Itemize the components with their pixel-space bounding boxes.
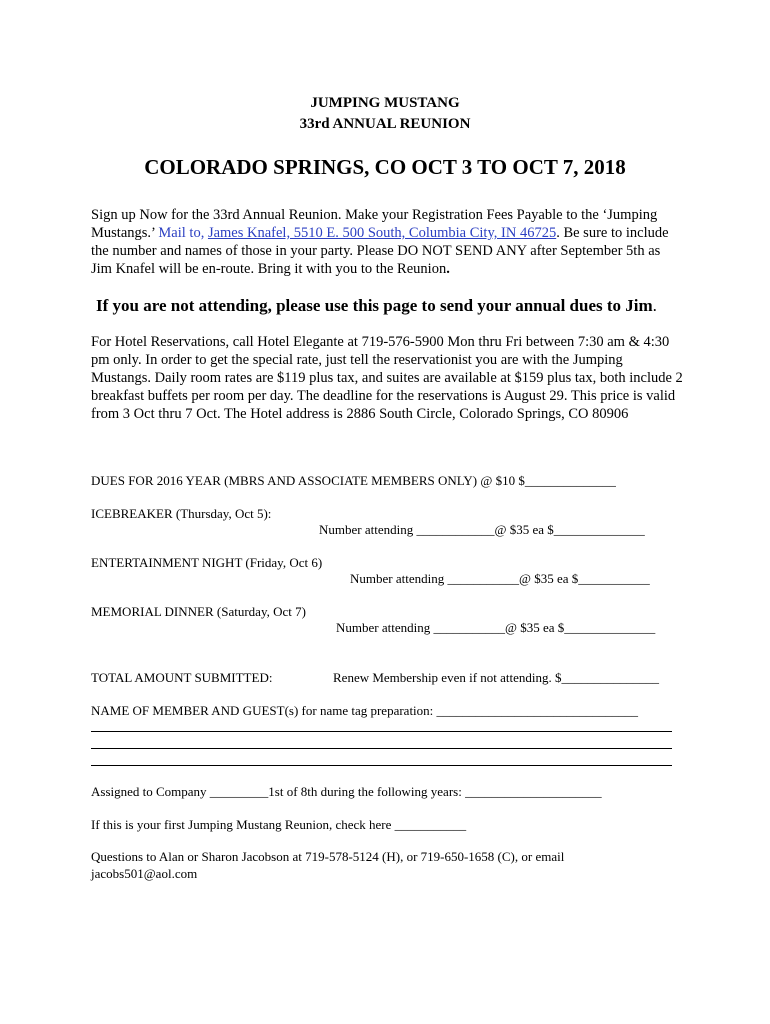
intro-text-2: . Be sure to include the number and names of those in your party. Please DO NOT SEND ANY after September 5th as Jim Knafel will be en-route. Bring it with you to the Reunion xyxy=(91,225,669,277)
reunion-subtitle: 33rd ANNUAL REUNION xyxy=(299,116,471,132)
dues-notice xyxy=(96,296,657,316)
intro-end: . xyxy=(446,261,450,277)
contact-email: jacobs501@aol.com xyxy=(91,866,198,881)
memorial-attendance-line: Number attending ___________@ $35 ea $______________ xyxy=(336,620,656,635)
name-entry-line-1 xyxy=(91,731,672,732)
mailing-address-link[interactable]: James Knafel, 5510 E. 500 South, Columbia City, IN 46725 xyxy=(207,225,557,241)
org-name: JUMPING MUSTANG xyxy=(310,95,460,111)
hotel-paragraph: For Hotel Reservations, call Hotel Elegante at 719-576-5900 Mon thru Fri between 7:30 am & 4:30 pm only. In order to get the special rate, just tell the reservationist you are with the Jumping Mustangs. Daily room rates are $119 plus tax, and suites are available at $159 plus tax, both include 2 breakfast buffets per room per day. The deadline for the reservations is August 29. This price is valid from 3 Oct thru 7 Oct. The Hotel address is 2886 South Circle, Colorado Springs, CO 80906 xyxy=(91,334,683,422)
intro-paragraph xyxy=(91,206,683,278)
page-title: COLORADO SPRINGS, CO OCT 3 TO OCT 7, 2018 xyxy=(144,155,626,179)
total-amount-label: TOTAL AMOUNT SUBMITTED: xyxy=(91,670,273,685)
entertainment-attendance-line: Number attending ___________@ $35 ea $___________ xyxy=(350,571,650,586)
icebreaker-label: ICEBREAKER (Thursday, Oct 5): xyxy=(91,506,272,521)
dues-line: DUES FOR 2016 YEAR (MBRS AND ASSOCIATE MEMBERS ONLY) @ $10 $______________ xyxy=(91,473,616,488)
name-entry-line-3 xyxy=(91,765,672,766)
icebreaker-attendance-line: Number attending ____________@ $35 ea $______________ xyxy=(319,522,645,537)
intro-text-1: Sign up Now for the 33rd Annual Reunion. Make your Registration Fees Payable to the ‘Jumping Mustangs.’ xyxy=(91,207,658,241)
dues-notice-end: . xyxy=(652,296,657,315)
questions-line: Questions to Alan or Sharon Jacobson at 719-578-5124 (H), or 719-650-1658 (C), or email xyxy=(91,849,565,864)
renew-membership-line: Renew Membership even if not attending. $_______________ xyxy=(333,670,660,685)
first-reunion-line: If this is your first Jumping Mustang Reunion, check here ___________ xyxy=(91,817,467,832)
entertainment-label: ENTERTAINMENT NIGHT (Friday, Oct 6) xyxy=(91,555,323,570)
name-entry-line-2 xyxy=(91,748,672,749)
mail-to-label: Mail to, xyxy=(158,225,208,241)
memorial-label: MEMORIAL DINNER (Saturday, Oct 7) xyxy=(91,604,306,619)
assigned-company-line: Assigned to Company _________1st of 8th during the following years: _____________________ xyxy=(91,784,602,799)
name-tag-label: NAME OF MEMBER AND GUEST(s) for name tag preparation: _______________________________ xyxy=(91,703,639,718)
dues-notice-text: If you are not attending, please use this page to send your annual dues to Jim xyxy=(96,296,653,315)
